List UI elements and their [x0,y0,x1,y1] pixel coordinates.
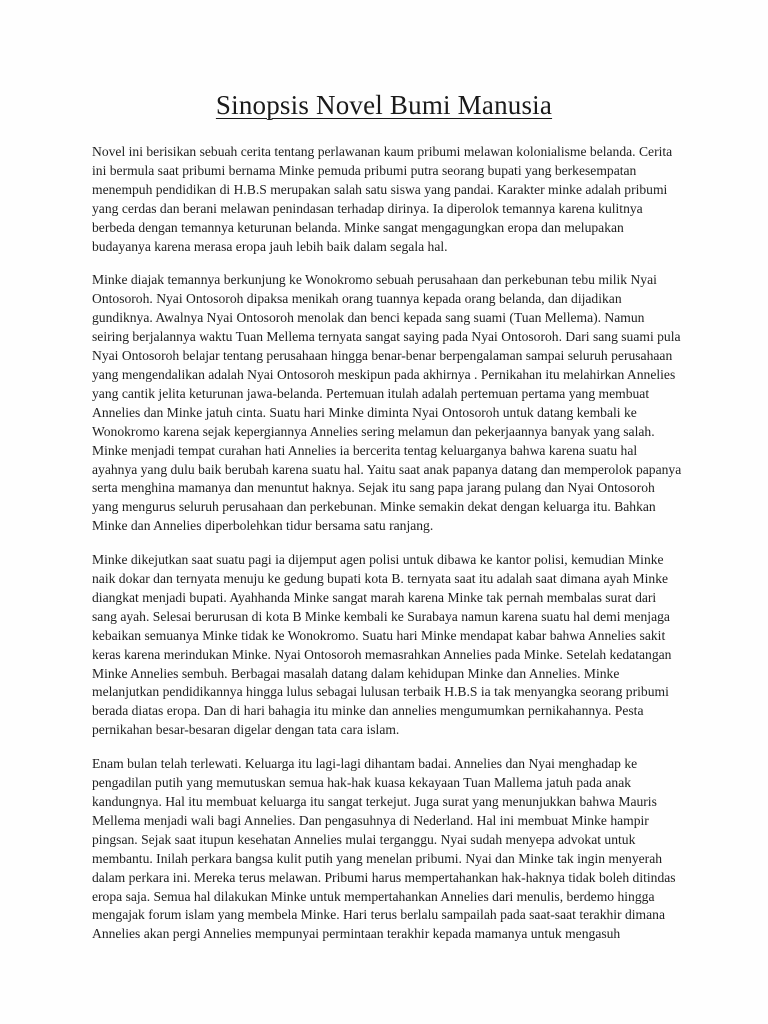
document-title: Sinopsis Novel Bumi Manusia [215,90,553,120]
paragraph-3: Minke dikejutkan saat suatu pagi ia dijemput agen polisi untuk dibawa ke kantor polisi, kemudian Minke naik dokar dan ternyata menuju ke gedung bupati kota B. ternyata saat itu adalah saat dimana ayah Minke diangkat menjadi bupati. Ayahhanda Minke sangat marah karena Minke tak pernah membalas surat dari sang ayah. Selesai berurusan di kota B Minke kembali ke Surabaya namun karena suatu hal demi menjaga kebaikan semuanya Minke tidak ke Wonokromo. Suatu hari Minke mendapat kabar bahwa Annelies sakit keras karena merindukan Minke. Nyai Ontosoroh memasrahkan Annelies pada Minke. Setelah kedatangan Minke Annelies sembuh. Berbagai masalah datang dalam kehidupan Minke dan Annelies. Minke melanjutkan pendidikannya hingga lulus sebagai lulusan terbaik H.B.S ia tak menyangka seorang pribumi berada diatas eropa. Dan di hari bahagia itu minke dan annelies mengumumkan pernikahannya. Pesta pernikahan besar-besaran digelar dengan tata cara islam. [92,552,672,738]
document-body [92,143,682,944]
paragraph-1: Novel ini berisikan sebuah cerita tentang perlawanan kaum pribumi melawan kolonialisme belanda. Cerita ini bermula saat pribumi bernama Minke pemuda pribumi putra seorang bupati yang berkesempatan menempuh pendidikan di H.B.S merupakan salah satu siswa yang pandai. Karakter minke adalah pribumi yang cerdas dan berani melawan penindasan terhadap dirinya. Ia diperolok temannya karena kulitnya berbeda dengan temannya keturunan belanda. Minke sangat mengagungkan eropa dan melupakan budayanya karena merasa eropa jauh lebih baik dalam segala hal. [92,144,673,254]
paragraph-2: Minke diajak temannya berkunjung ke Wonokromo sebuah perusahaan dan perkebunan tebu milik Nyai Ontosoroh. Nyai Ontosoroh dipaksa menikah orang tuannya kepada orang belanda, dan dijadikan gundiknya. Awalnya Nyai Ontosoroh menolak dan benci kepada sang suami (Tuan Mellema). Namun seiring berjalannya waktu Tuan Mellema ternyata sangat saying pada Nyai Ontosoroh. Dari sang suami pula Nyai Ontosoroh belajar tentang perusahaan hingga benar-benar berpengalaman sampai seluruh perusahaan yang mengendalikan adalah Nyai Ontosoroh meskipun pada akhirnya . Pernikahan itu melahirkan Annelies yang cantik jelita keturunan jawa-belanda. Pertemuan itulah adalah pertemuan pertama yang membuat Annelies dan Minke jatuh cinta. Suatu hari Minke diminta Nyai Ontosoroh untuk datang kembali ke Wonokromo karena sejak kepergiannya Annelies sering melamun dan pekerjaannya banyak yang salah. Minke menjadi tempat curahan hati Annelies ia bercerita tentag keluarganya bahwa karena suatu hal ayahnya yang dulu baik berubah karena suatu hal. Yaitu saat anak papanya datang dan memperolok papanya serta menghina mamanya dan menuntut haknya. Sejak itu sang papa jarang pulang dan Nyai Ontosoroh yang mengurus seluruh perusahaan dan perkebunan. Minke semakin dekat dengan keluarga itu. Bahkan Minke dan Annelies diperbolehkan tidur bersama satu ranjang. [92,272,682,534]
paragraph-4: Enam bulan telah terlewati. Keluarga itu lagi-lagi dihantam badai. Annelies dan Nyai menghadap ke pengadilan putih yang memutuskan semua hak-hak kuasa kekayaan Tuan Mallema jatuh pada anak kandungnya. Hal itu membuat keluarga itu sangat terkejut. Juga surat yang menunjukkan bahwa Mauris Mellema menjadi wali bagi Annelies. Dan pengasuhnya di Nederland. Hal ini membuat Minke hampir pingsan. Sejak saat itupun kesehatan Annelies mulai terganggu. Nyai sudah menyepa advokat untuk membantu. Inilah perkara bangsa kulit putih yang menelan pribumi. Nyai dan Minke tak ingin menyerah dalam perkara ini. Mereka terus melawan. Pribumi harus mempertahankan hak-haknya tidak boleh ditindas eropa saja. Semua hal dilakukan Minke untuk mempertahankan Annelies dari menulis, berdemo hingga mengajak forum islam yang membela Minke. Hari terus berlalu sampailah pada saat-saat terakhir dimana Annelies akan pergi Annelies mempunyai permintaan terakhir kepada mamanya untuk mengasuh [92,756,676,942]
